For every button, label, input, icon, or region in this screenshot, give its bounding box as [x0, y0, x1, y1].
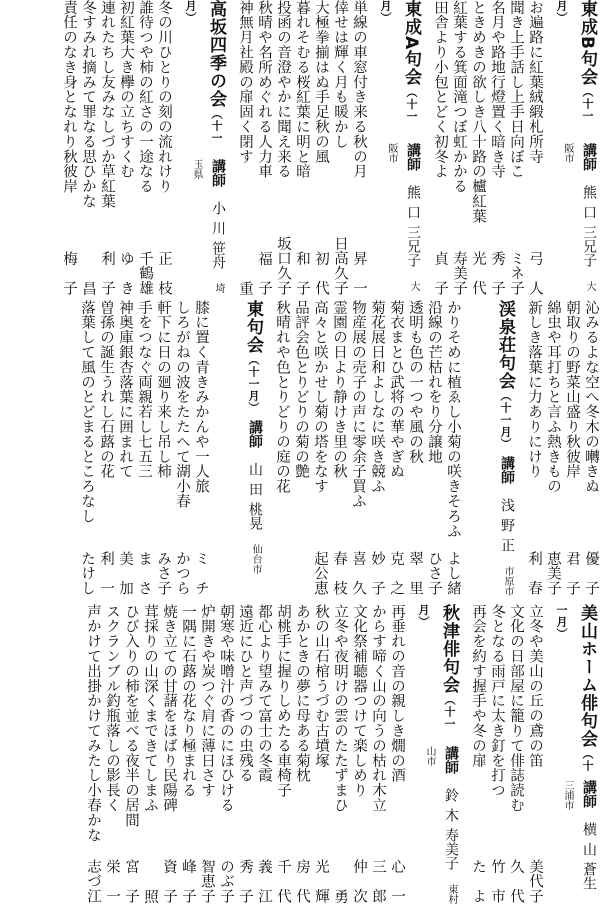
haiku-author: 恵美子 [545, 550, 561, 596]
group-spacer [71, 300, 77, 600]
haiku-verse: 茸採りの山深くまできてしまふ [142, 604, 158, 813]
lecturer-place: 三浦市 [562, 779, 573, 810]
haiku-entry [524, 300, 543, 600]
haiku-verse: 炉開きや炭つぐ肩に薄日さす [199, 604, 215, 798]
group-heading [173, 0, 229, 300]
haiku-entry [311, 604, 330, 908]
haiku-verse: 大極拳揃はぬ手足秋の風 [313, 0, 329, 164]
haiku-entry [367, 300, 386, 600]
group-spacer [424, 0, 430, 300]
group-month: （十一月） [379, 0, 418, 123]
haiku-author: のぶ子 [218, 858, 234, 904]
haiku-verse: 落葉して風のとどまるところなし [79, 300, 95, 524]
group-heading [462, 300, 518, 600]
haiku-entry [525, 0, 544, 300]
lecturer-place: 埼玉県 [191, 159, 224, 294]
haiku-author: 峰 子 [180, 858, 196, 904]
haiku-verse: 冬の川ひとりの刻の流れけり [156, 0, 172, 194]
haiku-entry [349, 0, 368, 300]
lecturer-given-name: 三兄子 [405, 224, 421, 267]
haiku-entry [59, 0, 78, 300]
haiku-verse: ときめきの欲しき八十路の櫨紅葉 [470, 0, 486, 224]
haiku-entry [430, 0, 449, 300]
haiku-entry [273, 0, 292, 300]
group-title [240, 300, 266, 414]
haiku-author: たけし [79, 550, 95, 596]
haiku-author: 千 代 [275, 858, 291, 904]
haiku-author: 克 之 [388, 550, 404, 596]
haiku-author: 志づ江 [85, 859, 101, 905]
haiku-author: ミネ子 [508, 250, 524, 296]
haiku-verse: 軒下に日の廻り来し吊し柿 [155, 300, 171, 479]
haiku-entry [487, 0, 506, 300]
haiku-entry [77, 300, 96, 600]
haiku-author: 翠 里 [407, 550, 423, 596]
haiku-author: 宮 子 [123, 858, 139, 904]
group-name: 渓泉荘句会 [495, 300, 515, 390]
group-title [379, 0, 424, 137]
lecturer-place: 仙台市 [250, 544, 261, 574]
haiku-author: ひさ子 [426, 550, 442, 596]
haiku-verse: 焼き立ての甘藷をほばり民陽碑 [161, 604, 177, 813]
haiku-entry [121, 604, 140, 908]
haiku-verse: 投函の音澄やかに聞え来る [275, 0, 291, 179]
lecturer [386, 137, 424, 300]
haiku-entry [424, 300, 443, 600]
haiku-verse: 胡桃手に握りしめたる車椅子 [275, 604, 291, 798]
lecturer-place: 市原市 [502, 566, 513, 596]
haiku-author: 心 一 [389, 858, 405, 904]
haiku-entry [468, 0, 487, 300]
haiku-verse: 沁みるよな空へ冬木の囀きぬ [583, 300, 599, 494]
lecturer-label: 講師 [210, 159, 226, 188]
haiku-author: 房 代 [294, 858, 310, 904]
haiku-entry [197, 604, 216, 908]
group-month: （十一月） [555, 0, 594, 122]
group-title [555, 0, 600, 137]
haiku-entry [349, 604, 368, 908]
haiku-author: 仲 次 [351, 858, 367, 904]
lecturer-place: 東村山市 [424, 746, 457, 905]
haiku-entry [386, 300, 405, 600]
haiku-verse: 神無月社殿の扉固く閉す [237, 0, 253, 164]
group-month: （十一月） [184, 0, 223, 144]
haiku-author: 竹 市 [489, 858, 505, 904]
haiku-entry [487, 604, 506, 908]
haiku-author: 坂口久子 [275, 235, 291, 296]
haiku-entry [115, 300, 134, 600]
group-spacer [77, 604, 83, 908]
group-name: 秋津俳句会 [439, 604, 459, 694]
haiku-entry [292, 0, 311, 300]
haiku-entry [468, 604, 487, 908]
group-spacer [229, 0, 235, 300]
haiku-entry [134, 300, 153, 600]
haiku-verse: 膝に置く青きみかんや一人旅 [193, 300, 209, 494]
haiku-author: 千鶴雄 [137, 250, 153, 296]
column-band-top [0, 0, 600, 300]
haiku-entry [191, 300, 210, 600]
haiku-verse: 立冬や夜明けの雲のたたずまひ [332, 604, 348, 813]
haiku-entry [102, 604, 121, 908]
haiku-verse: スクランブル釣瓶落しの影長く [104, 604, 120, 813]
haiku-verse: 紅葉する箕面滝つぼ虹かかる [451, 0, 467, 194]
haiku-author: 智恵子 [199, 858, 215, 904]
haiku-author: 梅 子 [61, 250, 77, 296]
lecturer-name: 鈴木 [443, 788, 459, 829]
group-spacer [53, 0, 59, 300]
lecturer [562, 774, 600, 908]
lecturer-name: 熊口 [581, 184, 597, 225]
haiku-verse: 菊花展日和よしなに咲き競ふ [369, 300, 385, 494]
haiku-entry [135, 0, 154, 300]
lecturer-label: 講師 [581, 142, 597, 171]
group-name: 東句会 [243, 300, 263, 354]
haiku-verse: 一隅に石蕗の花なり極まれる [180, 604, 196, 798]
group-spacer [462, 604, 468, 908]
haiku-verse: からす啼く山の向うの枯れ木立 [370, 604, 386, 813]
haiku-author: 利 春 [526, 550, 542, 596]
haiku-verse: 菊衣まとひ武将の華やぎぬ [388, 300, 404, 479]
haiku-author: 勇 [332, 888, 348, 904]
haiku-entry [506, 0, 525, 300]
haiku-author: 妙 子 [369, 550, 385, 596]
haiku-entry [581, 300, 600, 600]
haiku-verse: 物産展の売子の声に零余子買ふ [350, 300, 366, 509]
haiku-verse: 秋の山石棺うづむ古墳塚 [313, 604, 329, 768]
lecturer-name: 横山 [581, 821, 597, 862]
haiku-entry [292, 604, 311, 908]
haiku-author: 正 枝 [156, 250, 172, 296]
haiku-verse: 倖せは輝く月も暖かし [332, 0, 348, 149]
haiku-verse: 冬すみれ摘みて罪なる思ひかな [80, 0, 96, 209]
haiku-entry [172, 300, 191, 600]
haiku-verse: 朝寒や味噌汁の香のにほひける [218, 604, 234, 813]
haiku-entry [525, 604, 544, 908]
haiku-author: かつら [174, 550, 190, 596]
group-title [184, 0, 229, 153]
haiku-entry [449, 0, 468, 300]
group-month: （十一月） [247, 354, 260, 414]
haiku-verse: 田舎より小包とどく初冬よ [432, 0, 448, 179]
haiku-verse: 都心より望みて富士の冬霞 [256, 604, 272, 783]
haiku-author: ゆ き [118, 250, 134, 296]
haiku-verse: 再垂れの音の親しき燗の酒 [389, 604, 405, 783]
haiku-entry [387, 604, 406, 908]
haiku-entry [311, 0, 330, 300]
haiku-author: 日高久子 [332, 236, 348, 296]
haiku-verse: 朝取りの野菜山盛り秋彼岸 [564, 300, 580, 479]
haiku-verse: 聞き上手話し上手日向ぼこ [508, 0, 524, 179]
haiku-author: 資 子 [161, 858, 177, 904]
lecturer-given-name: 桃晃 [247, 502, 263, 530]
haiku-verse: 連れたちし友みなしづか草紅葉 [99, 0, 115, 209]
haiku-entry [116, 0, 135, 300]
haiku-entry [97, 0, 116, 300]
haiku-author: よし緒 [445, 551, 461, 597]
haiku-verse: 新しき落葉に力ありにけり [526, 300, 542, 479]
lecturer-label: 講師 [247, 420, 263, 448]
haiku-verse: 霊園の日より静けき里の秋 [331, 300, 347, 479]
haiku-verse: お遍路に紅葉絨緞札所寺 [527, 0, 543, 164]
lecturer-label: 講師 [405, 142, 421, 171]
haiku-entry [368, 604, 387, 908]
haiku-author: 秀 子 [489, 250, 505, 296]
haiku-entry [506, 604, 525, 908]
haiku-author: 君 子 [564, 550, 580, 596]
haiku-entry [140, 604, 159, 908]
group-name: 高坂四季の会 [206, 0, 226, 108]
group-month: （十一月） [499, 390, 512, 450]
lecturer-place: 大阪市 [562, 142, 595, 291]
haiku-author: 重 [237, 280, 253, 296]
group-month: （十一月） [417, 604, 456, 730]
haiku-verse: 神奥庫銀杏落葉に囲まれて [117, 300, 133, 479]
haiku-entry [83, 604, 102, 908]
lecturer-name: 浅野 [499, 498, 515, 538]
haiku-entry [310, 300, 329, 600]
haiku-author: 起公恵 [312, 550, 328, 596]
lecturer-label: 講師 [443, 746, 459, 775]
haiku-entry [543, 300, 562, 600]
haiku-author: 初 代 [313, 250, 329, 296]
group-title [417, 604, 462, 740]
haiku-author: 和 子 [294, 250, 310, 296]
haiku-entry [254, 604, 273, 908]
haiku-author: 利 一 [98, 550, 114, 596]
lecturer-name: 熊口 [405, 184, 421, 225]
haiku-entry [78, 0, 97, 300]
haiku-author: た よ [470, 858, 486, 904]
haiku-verse: 綿虫や耳打ちと言ふ熱きもの [545, 300, 561, 494]
haiku-entry [329, 300, 348, 600]
haiku-author: 秀 子 [237, 858, 253, 904]
haiku-author: 春 枝 [331, 550, 347, 596]
lecturer-given-name: 笹舟 [210, 241, 226, 270]
haiku-verse: 高々と咲かせし菊の塔をなす [312, 300, 328, 494]
haiku-author: 美 加 [117, 550, 133, 596]
haiku-verse: 文化祭補聴器つけて楽しめり [351, 604, 367, 798]
haiku-entry [443, 300, 462, 600]
group-heading [210, 300, 266, 600]
haiku-entry [235, 604, 254, 908]
haiku-author: 弓 人 [527, 250, 543, 296]
haiku-verse: 声かけて出掛かけてみたし小春かな [85, 604, 101, 843]
haiku-entry [273, 604, 292, 908]
haiku-author: 昇 一 [351, 250, 367, 296]
haiku-entry [405, 300, 424, 600]
lecturer-name: 山田 [247, 462, 263, 502]
haiku-entry [330, 604, 349, 908]
haiku-verse: 沿線の芒枯れをり分譲地 [426, 300, 442, 464]
haiku-verse: 再会を約す握手や冬の扉 [470, 604, 486, 768]
lecturer-given-name: 蒼生 [581, 861, 597, 890]
group-heading [368, 0, 424, 300]
haiku-entry [178, 604, 197, 908]
haiku-entry [153, 300, 172, 600]
haiku-author: 久 代 [508, 858, 524, 904]
lecturer-name: 小川 [210, 201, 226, 242]
haiku-verse: 暮れそむる桜紅葉に明と暗 [294, 0, 310, 179]
haiku-author: 光 輝 [313, 858, 329, 904]
haiku-verse: 誰待つや柿の紅さの一途なる [137, 0, 153, 194]
haiku-author: 光 代 [470, 250, 486, 296]
haiku-author: 福 子 [256, 250, 272, 296]
lecturer-given-name: 三兄子 [581, 224, 597, 267]
haiku-verse: かりそめに植ゑし小菊の咲きそろふ [445, 300, 461, 539]
lecturer-given-name: 正 [499, 538, 515, 552]
haiku-verse: 文化の日部屋に籠りて俳誌読む [508, 604, 524, 813]
group-name: 東成A句会 [401, 0, 421, 87]
haiku-entry [272, 300, 291, 600]
haiku-entry [154, 0, 173, 300]
group-spacer [518, 300, 524, 600]
haiku-author: 美代子 [527, 858, 543, 904]
haiku-verse: しろがねの波をたたへて湖小春 [174, 300, 190, 509]
haiku-verse: 冬となる雨戸に太き釘を打つ [489, 604, 505, 798]
haiku-verse: 手をつなぐ両親若し七五三 [136, 300, 152, 479]
haiku-verse: 透明も色の一つや風の秋 [407, 300, 423, 464]
group-name: 美山ホーム俳句会 [577, 604, 597, 748]
haiku-author: 利 子 [99, 250, 115, 296]
haiku-entry [96, 300, 115, 600]
haiku-verse: 品評会色とりどりの菊の艶 [293, 300, 309, 479]
lecturer [492, 450, 518, 596]
group-spacer [266, 300, 272, 600]
haiku-author: 照 [142, 888, 158, 904]
haiku-verse: あかときの夢に母ある菊枕 [294, 604, 310, 783]
group-title [555, 604, 600, 774]
group-title [492, 300, 518, 450]
lecturer-label: 講師 [499, 456, 515, 484]
haiku-author: 三 郎 [370, 858, 386, 904]
haiku-entry [254, 0, 273, 300]
haiku-author: みさ子 [155, 550, 171, 596]
haiku-entry [235, 0, 254, 300]
group-name: 東成B句会 [577, 0, 597, 86]
haiku-entry [348, 300, 367, 600]
haiku-author: 栄 一 [104, 858, 120, 904]
lecturer-given-name: 寿美子 [443, 828, 459, 871]
column-band-middle [0, 300, 600, 600]
lecturer-place: 大阪市 [386, 142, 419, 291]
haiku-author: 喜 久 [350, 550, 366, 596]
haiku-verse: 単線の車窓付き来る秋の月 [351, 0, 367, 179]
haiku-author: ミ チ [193, 550, 209, 596]
haiku-verse: 遠近にひと声づつの虫残る [237, 604, 253, 783]
lecturer [424, 740, 462, 908]
lecturer [191, 153, 229, 300]
haiku-entry [159, 604, 178, 908]
haiku-author: 優 子 [583, 550, 599, 596]
lecturer [562, 137, 600, 300]
haiku-entry [330, 0, 349, 300]
column-band-bottom [0, 604, 600, 908]
haiku-verse: 秋晴や名所めぐれる人力車 [256, 0, 272, 179]
group-heading [544, 604, 600, 908]
haiku-author: 義 江 [256, 858, 272, 904]
lecturer [240, 414, 266, 574]
lecturer-label: 講師 [581, 779, 597, 808]
haiku-entry [562, 300, 581, 600]
haiku-author: 寿美子 [451, 250, 467, 296]
group-month: （十一月） [555, 604, 594, 772]
group-heading [406, 604, 462, 908]
group-heading [544, 0, 600, 300]
haiku-verse: 責任のなき身となれり秋彼岸 [61, 0, 77, 194]
haiku-verse: 曽孫の誕生うれし石蕗の花 [98, 300, 114, 479]
haiku-author: ま さ [136, 550, 152, 596]
haiku-entry [291, 300, 310, 600]
haiku-author: 昌 [80, 280, 96, 296]
haiku-entry [216, 604, 235, 908]
haiku-verse: ひび入りの柿を並べる夜半の居間 [123, 604, 139, 828]
haiku-verse: 名月や路地行燈置く暗き寺 [489, 0, 505, 179]
haiku-verse: 立冬や美山の丘の鳶の笛 [527, 604, 543, 768]
haiku-verse: 秋晴れや色とりどりの庭の花 [274, 300, 290, 494]
haiku-author: 貞 子 [432, 250, 448, 296]
haiku-verse: 初紅葉大き欅の立ちすくむ [118, 0, 134, 179]
